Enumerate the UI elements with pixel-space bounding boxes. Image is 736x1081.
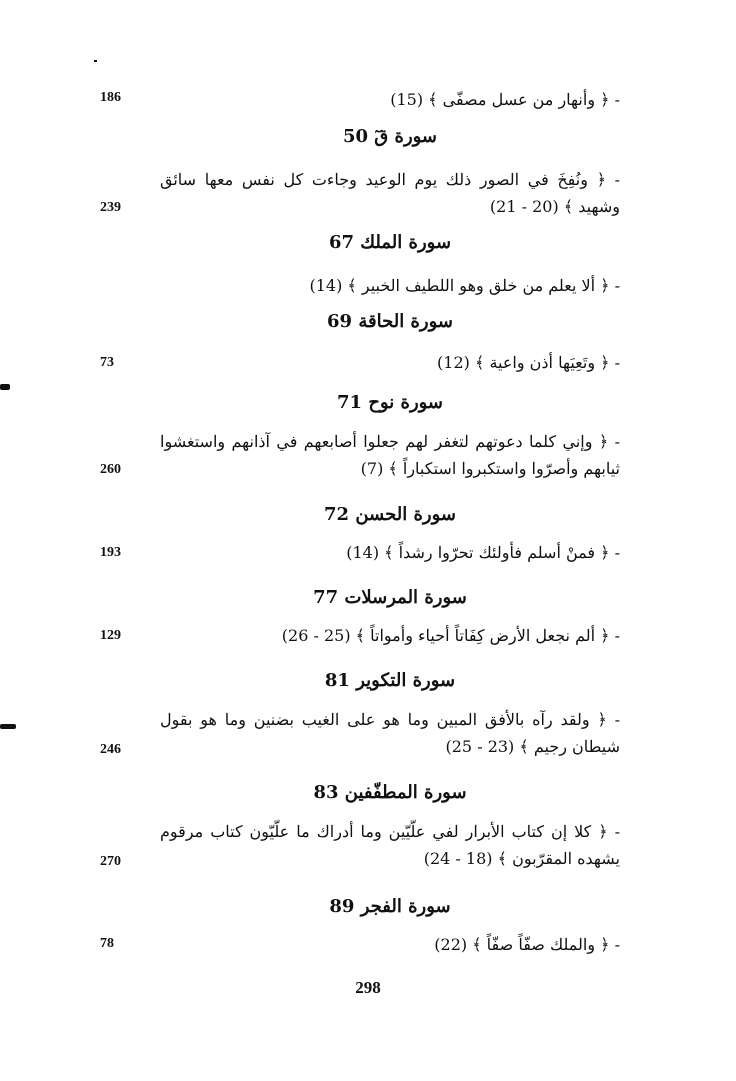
entry-10: - ﴿ والملك صفّاً صفّاً ﴾ (22) (434, 935, 620, 954)
page-ref-10: 78 (100, 936, 114, 951)
entry-7: - ﴿ ألم نجعل الأرض كِفَاتاً أحياء وأمواتاً ﴾ (25 - 26) (281, 626, 620, 645)
page-ref-5: 260 (100, 462, 121, 477)
scan-edge-mark (0, 724, 16, 729)
surah-heading-jinn: سورة الحسن 72 (324, 504, 456, 525)
scan-speck (94, 60, 97, 62)
page-ref-7: 129 (100, 628, 121, 643)
surah-heading-mulk: سورة الملك 67 (328, 232, 452, 253)
page-ref-6: 193 (100, 545, 121, 560)
entry-6: - ﴿ فمنْ أسلم فأولئك تحرّوا رشداً ﴾ (14) (346, 543, 620, 562)
entry-9: - ﴿ كلا إن كتاب الأبرار لفي علّيّين وما أدراك ما علّيّون كتاب مرقوم يشهده المقرّبون ﴾ (18 - 24) (160, 822, 620, 868)
scan-edge-mark (0, 384, 10, 390)
page-ref-9: 270 (100, 854, 121, 869)
entry-1: - ﴿ وأنهار من عسل مصفّى ﴾ (15) (390, 90, 620, 109)
entry-4: - ﴿ وتَعِيَها أذن واعية ﴾ (12) (437, 353, 620, 372)
page-ref-8: 246 (100, 742, 121, 757)
surah-heading-takwir: سورة التكوير 81 (324, 670, 456, 691)
entry-2: - ﴿ ونُفِخَ في الصور ذلك يوم الوعيد وجاءت كل نفس معها سائق وشهيد ﴾ (20 - 21) (160, 170, 620, 216)
surah-heading-nuh: سورة نوح 71 (336, 392, 444, 413)
surah-heading-qaf: سورة قٓ 50 (342, 126, 438, 147)
entry-8: - ﴿ ولقد رآه بالأفق المبين وما هو على الغيب بضنين وما هو بقول شيطان رجيم ﴾ (23 - 25) (160, 710, 620, 756)
page-ref-1: 186 (100, 90, 121, 105)
page-ref-2: 239 (100, 200, 121, 215)
entry-3: - ﴿ ألا يعلم من خلق وهو اللطيف الخبير ﴾ (14) (309, 276, 620, 295)
page-number: 298 (355, 978, 381, 997)
entry-5: - ﴿ وإني كلما دعوتهم لتغفر لهم جعلوا أصابعهم في آذانهم واستغشوا ثيابهم وأصرّوا واستكبروا استكباراً ﴾ (7) (160, 432, 621, 478)
surah-heading-mursalat: سورة المرسلات 77 (313, 587, 467, 608)
surah-heading-mutaffifin: سورة المطفّفين 83 (313, 782, 467, 803)
page-ref-4: 73 (100, 355, 114, 370)
surah-heading-haqqa: سورة الحاقة 69 (327, 311, 453, 332)
surah-heading-fajr: سورة الفجر 89 (329, 896, 451, 917)
